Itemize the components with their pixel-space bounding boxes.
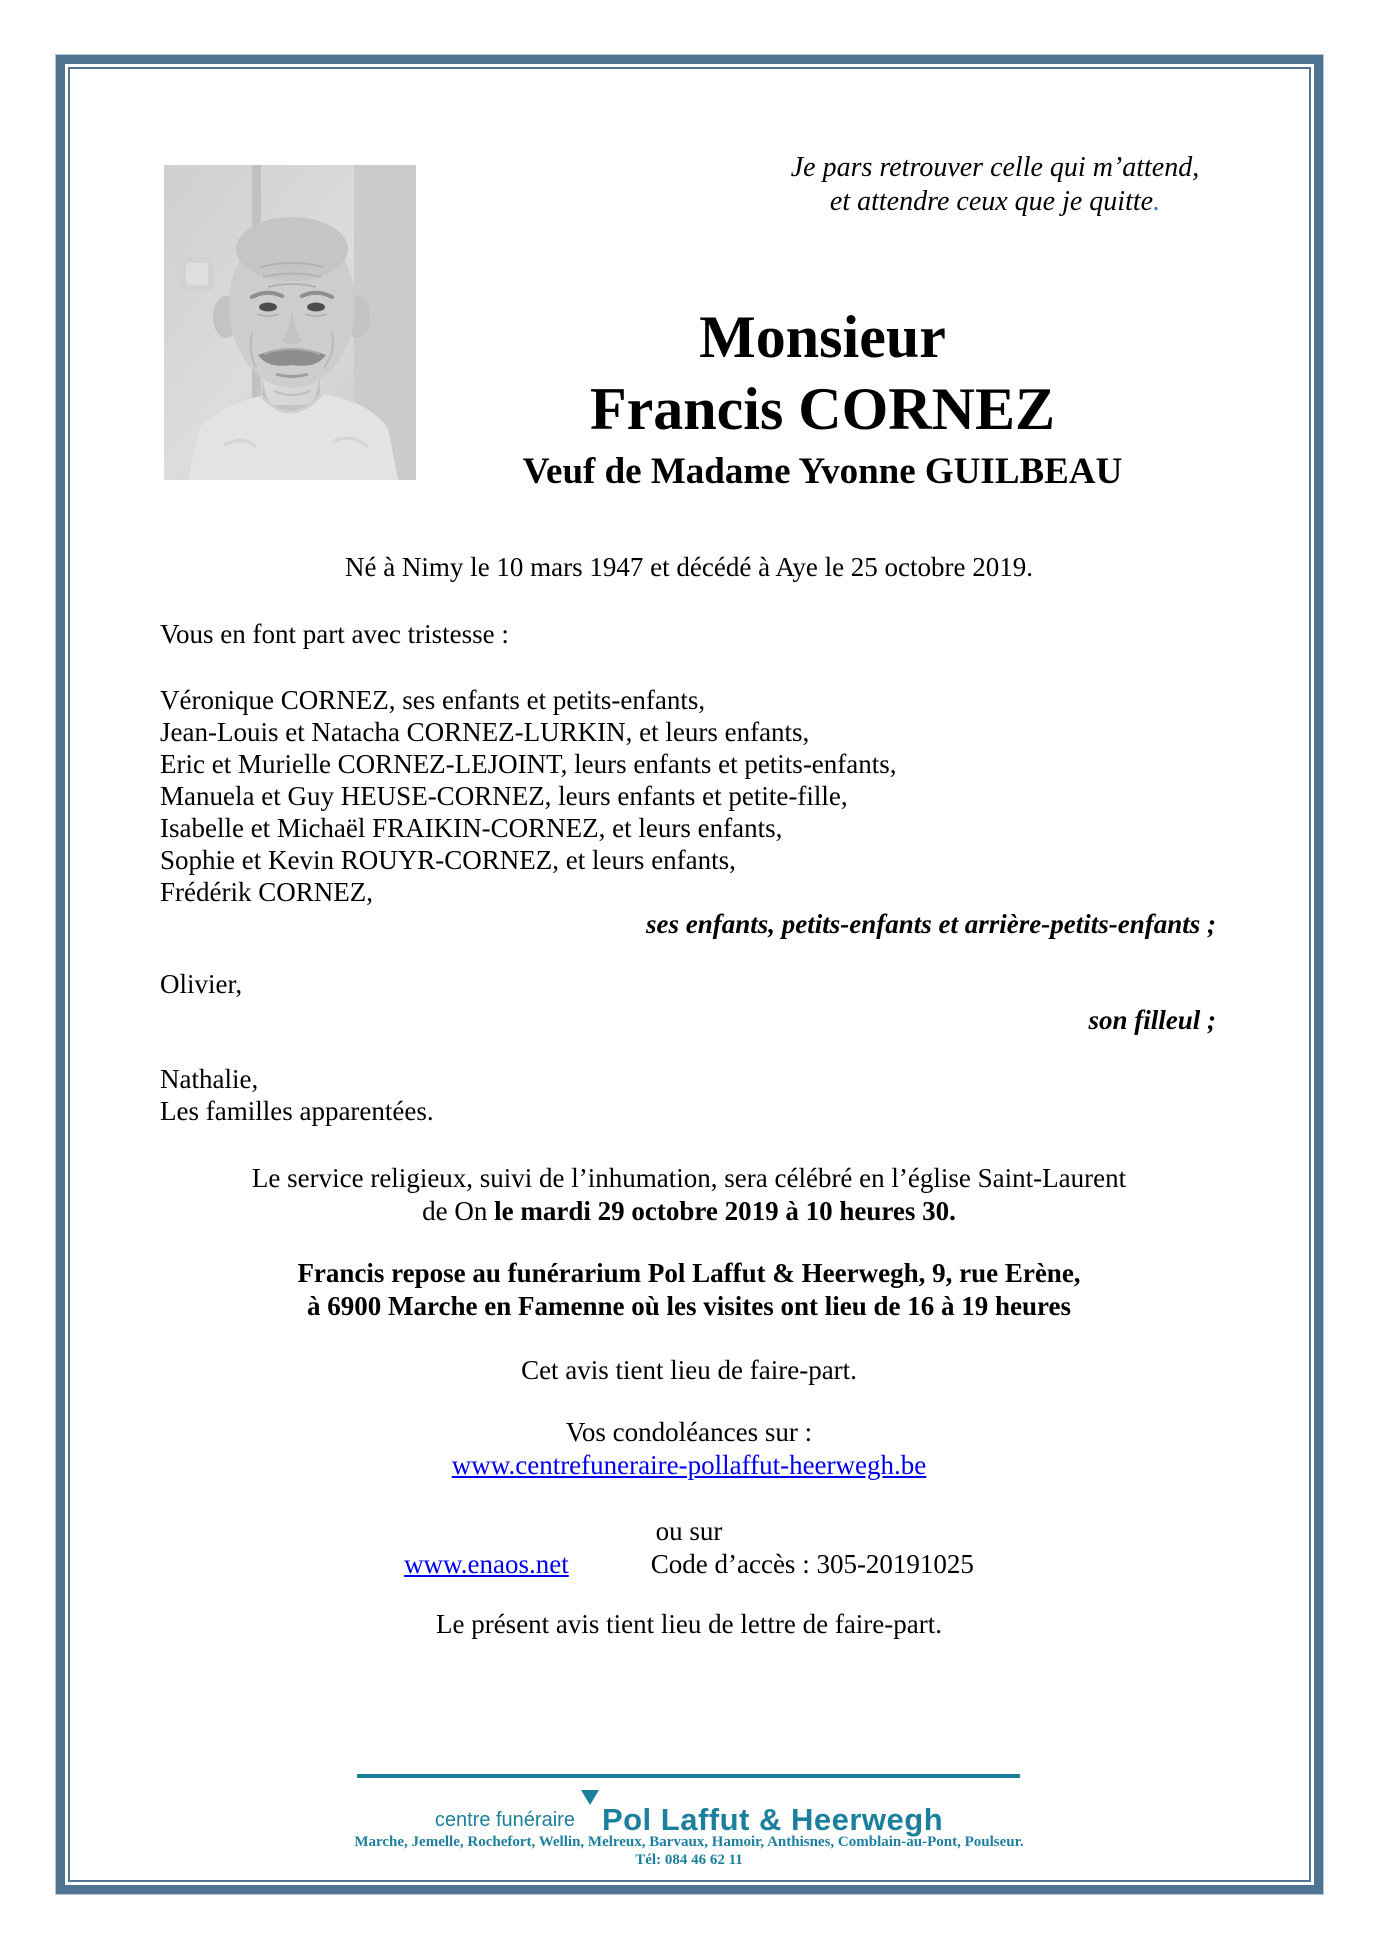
epitaph-quote-line2: et attendre ceux que je quitte. bbox=[829, 186, 1161, 217]
family-list bbox=[160, 684, 897, 908]
life-dates: Né à Nimy le 10 mars 1947 et décédé à Aye le 25 octobre 2019. bbox=[344, 552, 1034, 582]
epitaph-quote bbox=[700, 151, 1290, 219]
letter-notice: Le présent avis tient lieu de lettre de faire-part. bbox=[435, 1609, 942, 1639]
godson-name: Olivier, bbox=[160, 969, 243, 999]
enaos-row bbox=[0, 1548, 1378, 1581]
access-code: Code d’accès : 305-20191025 bbox=[650, 1549, 974, 1579]
condolences-link-line bbox=[0, 1449, 1378, 1482]
family-role-line: ses enfants, petits-enfants et arrière-petits-enfants ; bbox=[646, 909, 1216, 939]
enaos-link[interactable]: www.enaos.net bbox=[404, 1549, 569, 1579]
family-member: Frédérik CORNEZ, bbox=[160, 877, 373, 907]
family-member: Jean-Louis et Natacha CORNEZ-LURKIN, et leurs enfants, bbox=[160, 717, 810, 747]
other-name: Nathalie, bbox=[160, 1064, 259, 1094]
footer-locations: Marche, Jemelle, Rochefort, Wellin, Melreux, Barvaux, Hamoir, Anthisnes, Comblain-au-Pont, Poulseur. bbox=[354, 1834, 1024, 1850]
repose-line2: à 6900 Marche en Famenne où les visites ont lieu de 16 à 19 heures bbox=[307, 1291, 1071, 1321]
logo-brand-name: Pol Laffut & Heerwegh bbox=[601, 1802, 944, 1837]
deceased-widower-line: Veuf de Madame Yvonne GUILBEAU bbox=[522, 451, 1123, 492]
deceased-salutation: Monsieur bbox=[699, 304, 946, 370]
footer-divider-line bbox=[357, 1774, 1020, 1778]
condolences-label: Vos condoléances sur : bbox=[565, 1417, 813, 1447]
service-line2: de On le mardi 29 octobre 2019 à 10 heures 30. bbox=[422, 1196, 956, 1226]
deceased-title-block bbox=[425, 300, 1220, 498]
announcement-intro: Vous en font part avec tristesse : bbox=[160, 619, 509, 649]
or-label: ou sur bbox=[655, 1516, 723, 1546]
service-line1: Le service religieux, suivi de l’inhumation, sera célébré en l’église Saint-Laurent bbox=[251, 1163, 1127, 1193]
quote-period: . bbox=[1153, 186, 1161, 217]
godson-role-line: son filleul ; bbox=[1088, 1005, 1216, 1035]
deceased-name: Francis CORNEZ bbox=[590, 376, 1055, 442]
family-member: Isabelle et Michaël FRAIKIN-CORNEZ, et leurs enfants, bbox=[160, 813, 783, 843]
related-families-line: Les familles apparentées. bbox=[160, 1096, 434, 1126]
family-member: Eric et Murielle CORNEZ-LEJOINT, leurs enfants et petits-enfants, bbox=[160, 749, 897, 779]
footer-phone: Tél: 084 46 62 11 bbox=[635, 1852, 743, 1868]
repose-line1: Francis repose au funérarium Pol Laffut & Heerwegh, 9, rue Erène, bbox=[297, 1258, 1081, 1288]
family-member: Sophie et Kevin ROUYR-CORNEZ, et leurs enfants, bbox=[160, 845, 736, 875]
logo-triangle-icon bbox=[581, 1790, 599, 1805]
family-member: Véronique CORNEZ, ses enfants et petits-enfants, bbox=[160, 685, 706, 715]
family-member: Manuela et Guy HEUSE-CORNEZ, leurs enfants et petite-fille, bbox=[160, 781, 848, 811]
funeral-home-logo bbox=[0, 1789, 1378, 1835]
portrait-photo bbox=[164, 165, 416, 480]
condolences-link[interactable]: www.centrefuneraire-pollaffut-heerwegh.be bbox=[451, 1450, 927, 1480]
portrait-photo-graphic bbox=[164, 165, 416, 480]
service-date-bold: le mardi 29 octobre 2019 à 10 heures 30. bbox=[494, 1196, 956, 1226]
epitaph-quote-line1: Je pars retrouver celle qui m’attend, bbox=[790, 152, 1200, 183]
faire-part-notice: Cet avis tient lieu de faire-part. bbox=[521, 1355, 857, 1385]
logo-prefix: centre funéraire bbox=[434, 1809, 575, 1831]
